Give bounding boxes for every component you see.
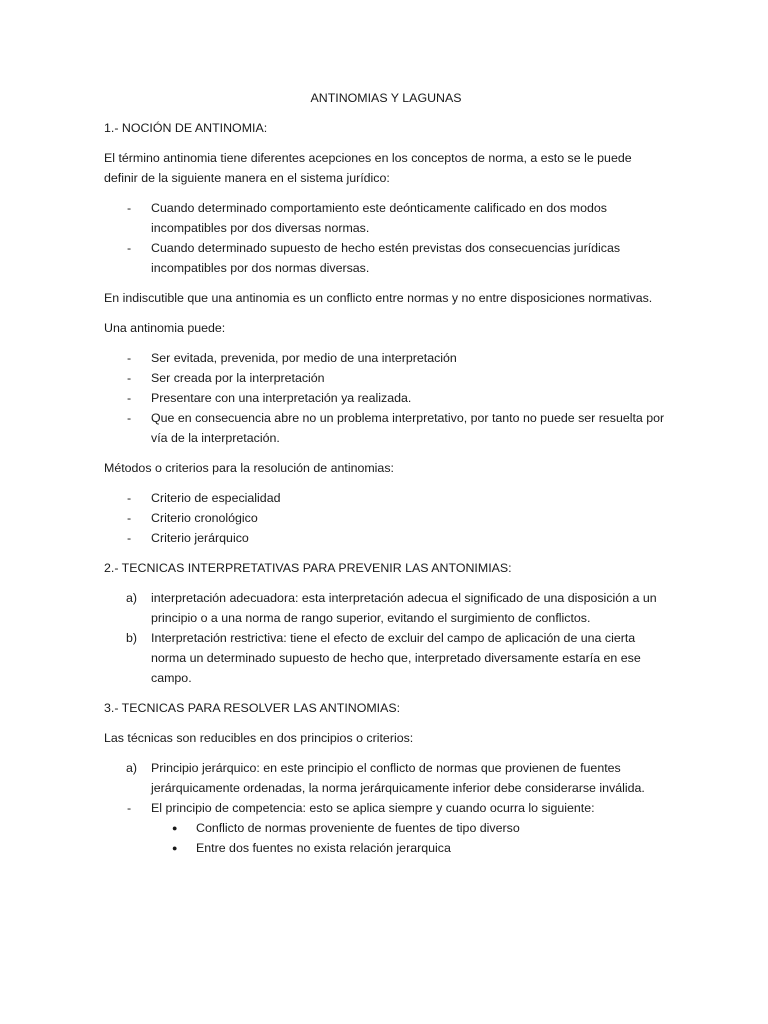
section1-paragraph: Métodos o criterios para la resolución de antinomias: xyxy=(104,461,394,475)
list-item-text: Criterio cronológico xyxy=(151,511,258,525)
dash-marker: - xyxy=(127,351,132,365)
section1-paragraph: Una antinomia puede: xyxy=(104,321,226,335)
list-item xyxy=(104,528,668,548)
list-item xyxy=(104,198,668,238)
list-item xyxy=(104,388,668,408)
section2-heading: 2.- TECNICAS INTERPRETATIVAS PARA PREVENIR LAS ANTONIMIAS: xyxy=(104,561,512,575)
dash-marker: - xyxy=(127,371,132,385)
list-item-text: Presentare con una interpretación ya realizada. xyxy=(151,391,412,405)
list-item-text: Criterio de especialidad xyxy=(151,491,281,505)
letter-marker: b) xyxy=(126,631,138,645)
list-item xyxy=(104,798,668,858)
dash-marker: - xyxy=(127,391,132,405)
antinomy-can-list xyxy=(104,348,668,448)
list-item xyxy=(104,238,668,278)
list-item xyxy=(104,758,668,798)
dash-marker: - xyxy=(127,241,132,255)
dash-marker: - xyxy=(127,511,132,525)
prevention-techniques-list xyxy=(104,588,668,688)
list-item xyxy=(104,368,668,388)
bullet-icon: ● xyxy=(172,843,178,853)
list-item xyxy=(104,488,668,508)
document-title: ANTINOMIAS Y LAGUNAS xyxy=(310,91,462,105)
letter-marker: a) xyxy=(126,761,138,775)
section1-heading: 1.- NOCIÓN DE ANTINOMIA: xyxy=(104,121,268,135)
list-item-text: Criterio jerárquico xyxy=(151,531,249,545)
list-item xyxy=(104,628,668,688)
competence-conditions-list xyxy=(151,818,668,858)
bullet-icon: ● xyxy=(172,823,178,833)
list-item xyxy=(104,588,668,628)
dash-marker: - xyxy=(127,411,132,425)
definition-list xyxy=(104,198,668,278)
list-item-text: interpretación adecuadora: esta interpretación adecua el significado de una disposición a un principio o a una norma de rango superior, evitando el surgimiento de conflictos. xyxy=(151,591,657,625)
sublist-item xyxy=(104,838,668,858)
dash-marker: - xyxy=(127,491,132,505)
section1-intro: El término antinomia tiene diferentes acepciones en los conceptos de norma, a esto se le puede definir de la siguiente manera en el sistema jurídico: xyxy=(104,151,632,185)
sublist-item xyxy=(104,818,668,838)
dash-marker: - xyxy=(127,801,132,815)
list-item-text: Interpretación restrictiva: tiene el efecto de excluir del campo de aplicación de una cierta norma un determinado supuesto de hecho que, interpretado diversamente estaría en ese campo. xyxy=(151,631,641,685)
list-item xyxy=(104,348,668,368)
list-item-text: Que en consecuencia abre no un problema interpretativo, por tanto no puede ser resuelta por vía de la interpretación. xyxy=(151,411,665,445)
criteria-list xyxy=(104,488,668,548)
list-item-text: Cuando determinado supuesto de hecho estén previstas dos consecuencias jurídicas incompatibles por dos normas diversas. xyxy=(151,241,621,275)
list-item-text: Ser evitada, prevenida, por medio de una interpretación xyxy=(151,351,457,365)
section3-intro: Las técnicas son reducibles en dos principios o criterios: xyxy=(104,731,414,745)
section1-paragraph: En indiscutible que una antinomia es un conflicto entre normas y no entre disposiciones normativas. xyxy=(104,291,653,305)
list-item-text: Principio jerárquico: en este principio el conflicto de normas que provienen de fuentes jerárquicamente ordenadas, la norma jerárquicamente inferior debe considerarse inválida. xyxy=(151,761,645,795)
dash-marker: - xyxy=(127,531,132,545)
list-item xyxy=(104,508,668,528)
list-item-text: El principio de competencia: esto se aplica siempre y cuando ocurra lo siguiente: xyxy=(151,801,595,815)
resolution-techniques-list xyxy=(104,758,668,858)
sublist-item-text: Conflicto de normas proveniente de fuentes de tipo diverso xyxy=(196,821,520,835)
list-item-text: Ser creada por la interpretación xyxy=(151,371,325,385)
list-item xyxy=(104,408,668,448)
section3-heading: 3.- TECNICAS PARA RESOLVER LAS ANTINOMIAS: xyxy=(104,701,401,715)
list-item-text: Cuando determinado comportamiento este deónticamente calificado en dos modos incompatibles por dos diversas normas. xyxy=(151,201,607,235)
dash-marker: - xyxy=(127,201,132,215)
sublist-item-text: Entre dos fuentes no exista relación jerarquica xyxy=(196,841,451,855)
letter-marker: a) xyxy=(126,591,138,605)
